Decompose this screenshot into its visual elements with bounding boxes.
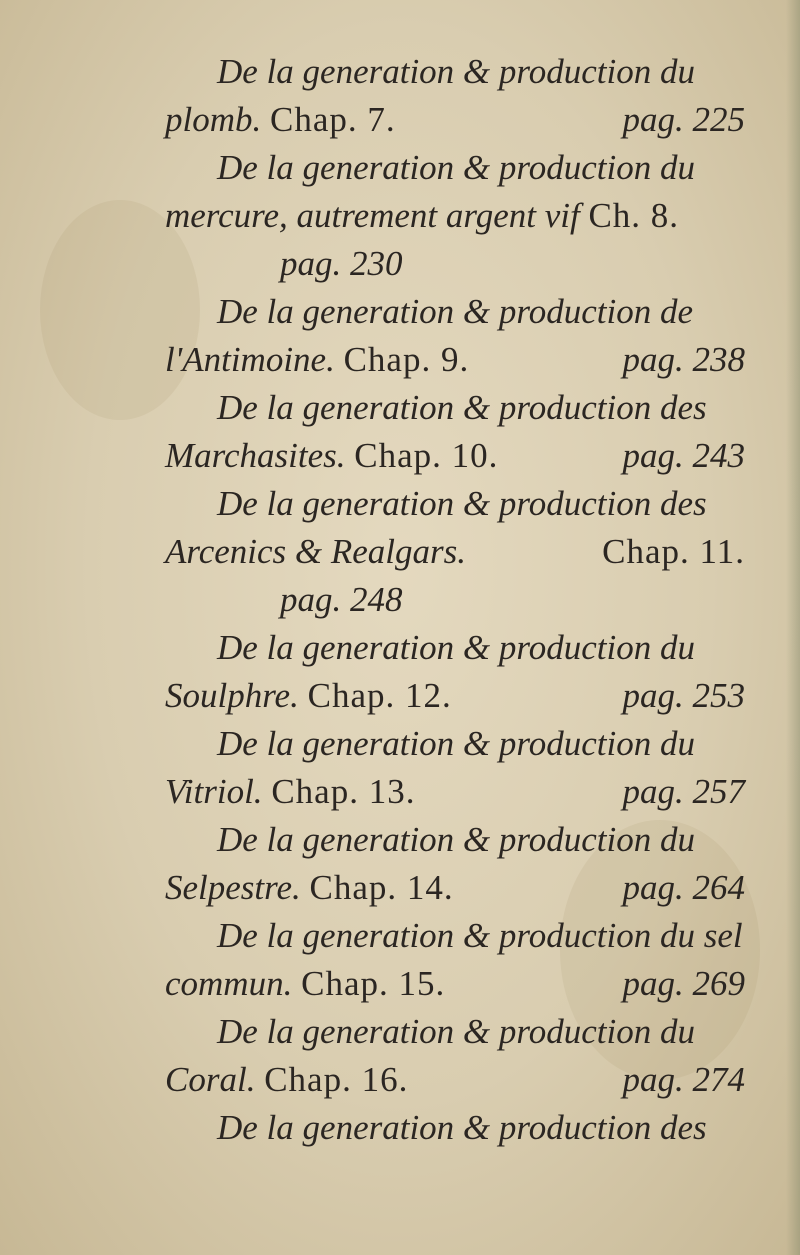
entry-detail-line — [165, 192, 745, 240]
entry-page: pag. 248 — [280, 580, 403, 619]
page-edge — [786, 0, 800, 1255]
entry-detail-line — [165, 672, 745, 720]
entry-chapter: Chap. 11. — [602, 532, 745, 571]
entry-subject: Soulphre. — [165, 676, 299, 715]
entry-chapter: Ch. 8. — [588, 196, 680, 235]
toc-entry — [165, 288, 745, 384]
entry-title-line: De la generation & production de — [217, 292, 693, 331]
entry-subject: Vitriol. — [165, 772, 263, 811]
entry-chapter: Chap. 9. — [343, 340, 470, 379]
entry-page: pag. 253 — [622, 676, 745, 715]
entry-title-line: De la generation & production du — [217, 724, 695, 763]
entry-subject: Arcenics & Realgars. — [165, 532, 467, 571]
entry-subject: Marchasites. — [165, 436, 346, 475]
entry-subject: commun. — [165, 964, 293, 1003]
entry-title-line: De la generation & production du — [217, 148, 695, 187]
entry-title-line: De la generation & production du sel — [217, 916, 743, 955]
toc-entry — [165, 384, 745, 480]
entry-title-line: De la generation & production des — [217, 484, 707, 523]
entry-title-line: De la generation & production du — [217, 52, 695, 91]
entry-detail-line — [165, 336, 745, 384]
entry-chapter: Chap. 14. — [309, 868, 454, 907]
entry-page: pag. 264 — [622, 868, 745, 907]
entry-detail-line — [165, 960, 745, 1008]
entry-detail-line — [165, 1056, 745, 1104]
toc-entry — [165, 48, 745, 144]
entry-chapter: Chap. 7. — [270, 100, 396, 139]
toc-entry — [165, 1008, 745, 1104]
entry-title-line: De la generation & production du — [217, 1012, 695, 1051]
entry-page: pag. 274 — [622, 1060, 745, 1099]
toc-entry — [165, 912, 745, 1008]
entry-subject: l'Antimoine. — [165, 340, 335, 379]
entry-detail-line — [165, 96, 745, 144]
entry-page: pag. 225 — [622, 100, 745, 139]
entry-chapter: Chap. 16. — [264, 1060, 409, 1099]
entry-detail-line — [165, 768, 745, 816]
entry-chapter: Chap. 10. — [354, 436, 499, 475]
entry-detail-line — [165, 864, 745, 912]
entry-subject: Selpestre. — [165, 868, 301, 907]
entry-page: pag. 238 — [622, 340, 745, 379]
entry-title-line: De la generation & production des — [217, 388, 707, 427]
entry-subject: plomb. — [165, 100, 262, 139]
toc-entry — [165, 144, 745, 288]
continued-entry-line: De la generation & production des — [217, 1108, 707, 1147]
entry-detail-line — [165, 528, 745, 576]
toc-entry — [165, 624, 745, 720]
entry-page: pag. 269 — [622, 964, 745, 1003]
table-of-contents — [165, 48, 745, 1152]
entry-page: pag. 230 — [280, 244, 403, 283]
entry-subject: mercure, autrement argent vif — [165, 196, 580, 235]
entry-chapter: Chap. 13. — [271, 772, 416, 811]
entry-chapter: Chap. 12. — [307, 676, 452, 715]
entry-page: pag. 257 — [622, 772, 745, 811]
entry-title-line: De la generation & production du — [217, 820, 695, 859]
entry-detail-line — [165, 432, 745, 480]
toc-entry — [165, 480, 745, 624]
entry-subject: Coral. — [165, 1060, 256, 1099]
entry-page: pag. 243 — [622, 436, 745, 475]
toc-entry — [165, 816, 745, 912]
entry-title-line: De la generation & production du — [217, 628, 695, 667]
entry-chapter: Chap. 15. — [301, 964, 446, 1003]
toc-entry — [165, 720, 745, 816]
